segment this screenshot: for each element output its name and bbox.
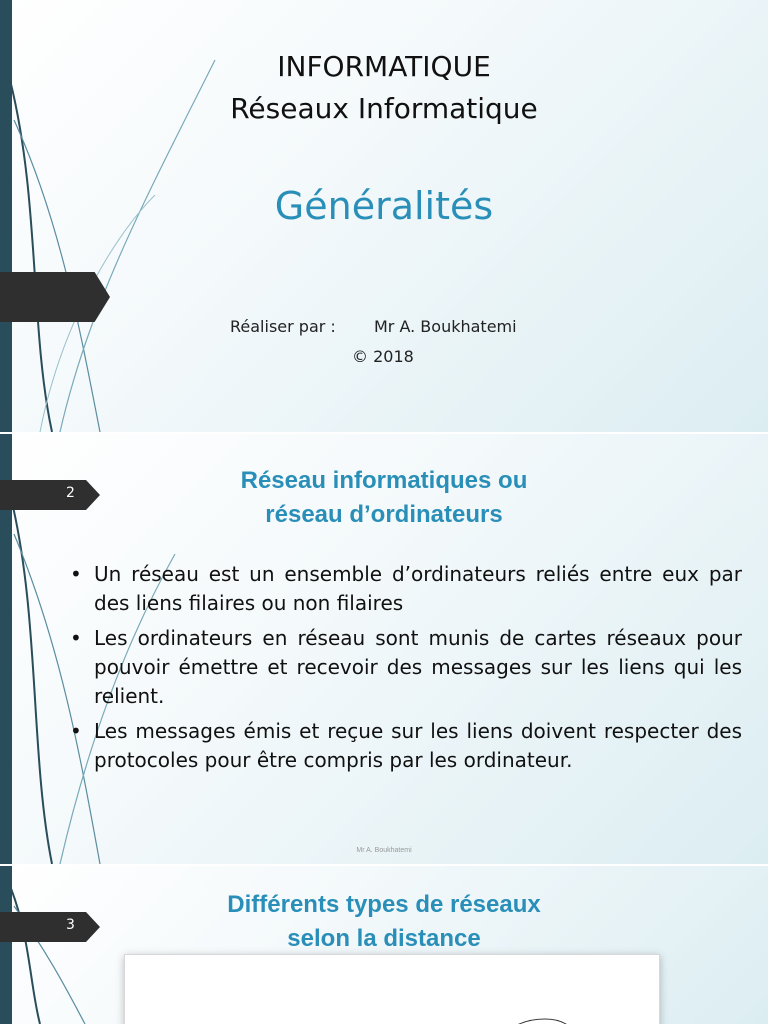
bullet-item: • Un réseau est un ensemble d’ordinateurs reliés entre eux par des liens filaires ou non filaires bbox=[70, 560, 742, 618]
slide-subtitle: Généralités bbox=[274, 184, 494, 228]
bullet-item: • Les messages émis et reçue sur les liens doivent respecter des protocoles pour être compris par les ordinateur. bbox=[70, 717, 742, 775]
author-name: Mr A. Boukhatemi bbox=[374, 317, 517, 336]
slide-number: 3 bbox=[66, 917, 75, 933]
bullet-item: • Les ordinateurs en réseau sont munis de cartes réseaux pour pouvoir émettre et recevoir des messages sur les liens qui les relient. bbox=[70, 624, 742, 711]
slide-heading-line-2: réseau d’ordinateurs bbox=[265, 501, 503, 528]
author-label: Réaliser par : bbox=[230, 317, 336, 336]
slide-3 bbox=[0, 866, 768, 1024]
slide-tab-arrow bbox=[0, 272, 110, 322]
slide-heading-line-2: selon la distance bbox=[287, 925, 481, 952]
bullet-list bbox=[70, 560, 742, 781]
slide-number: 2 bbox=[66, 485, 75, 501]
distance-figure bbox=[124, 954, 660, 1024]
title-line-1: INFORMATIQUE bbox=[277, 50, 491, 83]
slide-footer: Mr A. Boukhatemi bbox=[356, 847, 412, 854]
slide-1 bbox=[0, 0, 768, 432]
figure-ellipse-outline bbox=[125, 955, 659, 1024]
slide-heading-line-1: Différents types de réseaux bbox=[227, 891, 541, 918]
slide-2 bbox=[0, 434, 768, 864]
copyright: © 2018 bbox=[352, 347, 414, 366]
slide-heading-line-1: Réseau informatiques ou bbox=[240, 467, 528, 494]
title-line-2: Réseaux Informatique bbox=[230, 92, 538, 125]
